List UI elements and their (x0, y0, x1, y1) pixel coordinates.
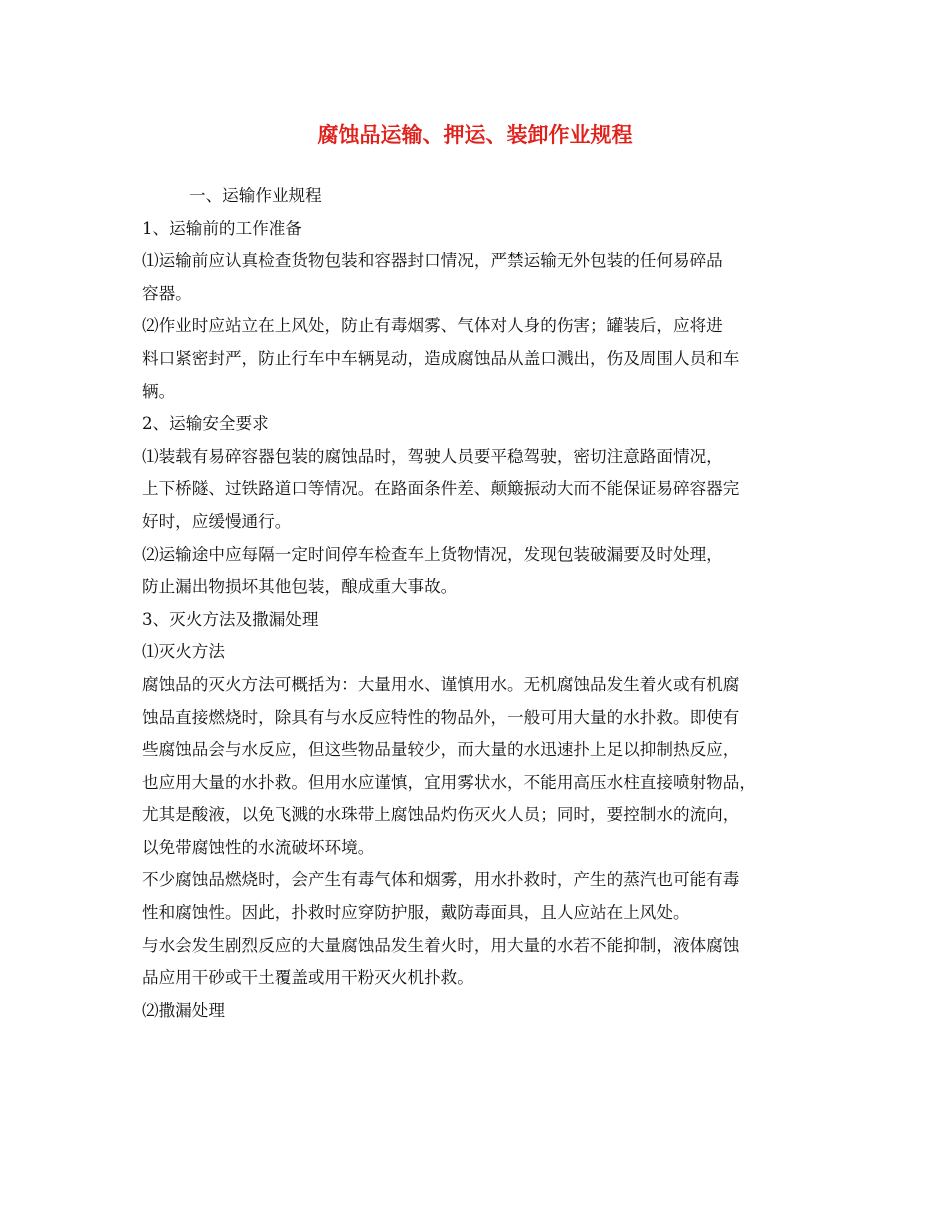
paragraph-line: ⑵运输途中应每隔一定时间停车检查车上货物情况，发现包装破漏要及时处理， (142, 544, 723, 564)
paragraph-line: 上下桥隧、过铁路道口等情况。在路面条件差、颠簸振动大而不能保证易碎容器完 (142, 479, 740, 499)
paragraph-line: 些腐蚀品会与水反应，但这些物品量较少，而大量的水迅速扑上足以抑制热反应， (142, 740, 740, 760)
subsection-heading: 2、运输安全要求 (142, 414, 269, 434)
paragraph-line: 以免带腐蚀性的水流破坏环境。 (142, 837, 375, 857)
document-body (142, 180, 832, 1027)
paragraph-line: 品应用干砂或干土覆盖或用干粉灭火机扑救。 (142, 968, 474, 988)
paragraph-line: ⑴装载有易碎容器包装的腐蚀品时，驾驶人员要平稳驾驶，密切注意路面情况， (142, 446, 723, 466)
section-heading: 一、运输作业规程 (189, 186, 322, 205)
paragraph-line: 尤其是酸液，以免飞溅的水珠带上腐蚀品灼伤灭火人员；同时，要控制水的流向， (142, 805, 740, 825)
paragraph-line: 也应用大量的水扑救。但用水应谨慎，宜用雾状水，不能用高压水柱直接喷射物品， (142, 772, 756, 792)
paragraph-line: ⑵作业时应站立在上风处，防止有毒烟雾、气体对人身的伤害；罐装后，应将进 (142, 316, 723, 336)
subsection-heading: 3、灭火方法及撒漏处理 (142, 609, 319, 629)
paragraph-line: 防止漏出物损坏其他包装，酿成重大事故。 (142, 577, 458, 597)
item-heading: ⑵撒漏处理 (142, 1000, 225, 1020)
item-heading: ⑴灭火方法 (142, 642, 225, 662)
paragraph-line: 不少腐蚀品燃烧时，会产生有毒气体和烟雾，用水扑救时，产生的蒸汽也可能有毒 (142, 870, 740, 890)
paragraph-line: 蚀品直接燃烧时，除具有与水反应特性的物品外，一般可用大量的水扑救。即使有 (142, 707, 740, 727)
paragraph-line: 辆。 (142, 381, 176, 401)
paragraph-line: 与水会发生剧烈反应的大量腐蚀品发生着火时，用大量的水若不能抑制，液体腐蚀 (142, 935, 740, 955)
subsection-heading: 1、运输前的工作准备 (142, 218, 302, 238)
paragraph-line: ⑴运输前应认真检查货物包装和容器封口情况，严禁运输无外包装的任何易碎品 (142, 251, 723, 271)
paragraph-line: 好时，应缓慢通行。 (142, 511, 292, 531)
paragraph-line: 性和腐蚀性。因此，扑救时应穿防护服，戴防毒面具，且人应站在上风处。 (142, 903, 690, 923)
paragraph-line: 容器。 (142, 283, 192, 303)
paragraph-line: 腐蚀品的灭火方法可概括为：大量用水、谨慎用水。无机腐蚀品发生着火或有机腐 (142, 674, 740, 694)
paragraph-line: 料口紧密封严，防止行车中车辆晃动，造成腐蚀品从盖口溅出，伤及周围人员和车 (142, 348, 740, 368)
document-title: 腐蚀品运输、押运、装卸作业规程 (317, 122, 633, 147)
